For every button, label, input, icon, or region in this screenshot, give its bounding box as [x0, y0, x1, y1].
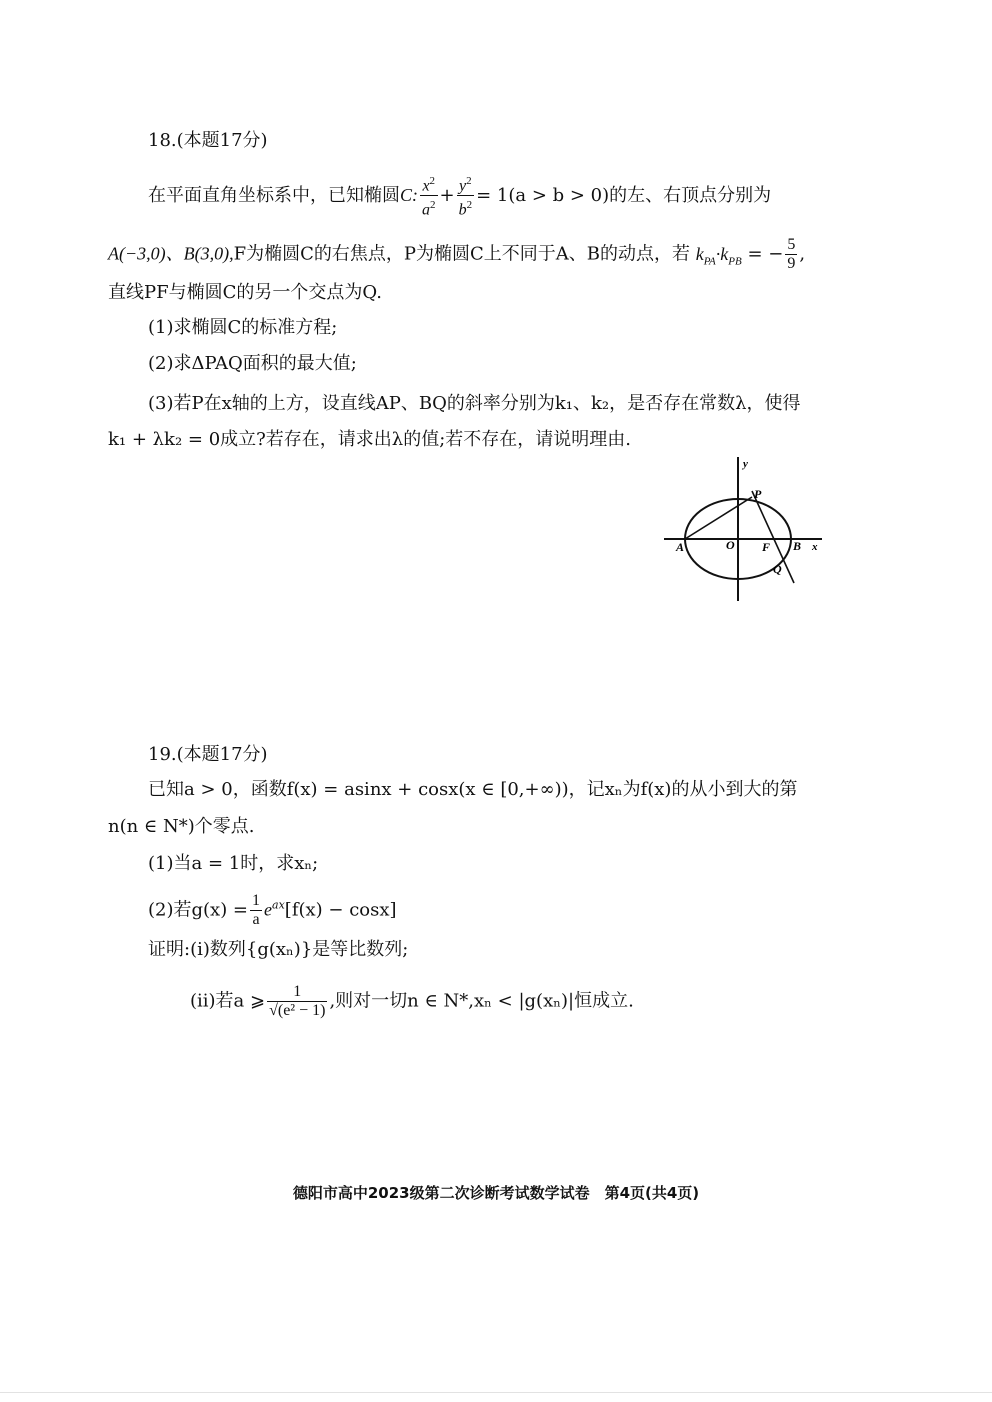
q18-line2: A(−3,0)、B(3,0),F为椭圆C的右焦点，P为椭圆C上不同于A、B的动点，若 $k_{PA}\cdot k_{PB}$ = − $\frac{5}{9}$ , — [108, 236, 806, 272]
q18-line1: 在平面直角坐标系中，已知椭圆C: $\frac{x^2}{a^2}$ + $\frac{y^2}{b^2}$ = 1(a > b > 0)的左、右顶点分别为 — [148, 172, 771, 220]
page-footer: 德阳市高中2023级第二次诊断考试数学试卷 第4页(共4页) — [292, 1184, 700, 1202]
bottom-divider — [0, 1392, 992, 1393]
ellipse-figure — [660, 455, 830, 605]
q18-l1-c: C: — [400, 184, 418, 205]
q18-l1-end: 的左、右顶点分别为 — [609, 184, 772, 206]
label-B: B — [793, 539, 802, 553]
q18-l1-eq: = 1(a > b > 0) — [476, 184, 610, 206]
q18-part1: (1)求椭圆C的标准方程; — [148, 317, 338, 338]
q18-part3-cont: k₁ + λk₂ = 0成立?若存在，请求出λ的值;若不存在，请说明理由. — [108, 429, 631, 450]
q19-header: 19.(本题17分) — [148, 744, 268, 765]
label-A: A — [676, 540, 685, 554]
q18-part2: (2)求ΔPAQ面积的最大值; — [148, 353, 357, 374]
label-P: P — [754, 487, 762, 501]
q18-line3: 直线PF与椭圆C的另一个交点为Q. — [108, 282, 382, 303]
q18-frac-x: $\frac{x^2}{a^2}$ — [422, 175, 436, 219]
q19-line1: 已知a > 0，函数f(x) = asinx + cosx(x ∈ [0,+∞))，记xₙ为f(x)的从小到大的第 — [148, 779, 798, 800]
q18-frac-y: $\frac{y^2}{b^2}$ — [458, 175, 473, 219]
label-O: O — [726, 538, 735, 552]
q19-part2: (2)若g(x) = $\frac{1}{a}$ $e^{ax}[f(x) - \cos x]$ — [148, 892, 397, 928]
q19-frac-1a: $\frac{1}{a}$ — [252, 892, 261, 928]
q18-header: 18.(本题17分) — [148, 130, 268, 151]
label-x: x — [812, 541, 818, 553]
q18-frac-59: $\frac{5}{9}$ — [787, 236, 796, 272]
q18-l2-a: A(−3,0)、B(3,0), — [108, 243, 234, 264]
q18-l2-eq: = − — [747, 243, 784, 265]
q18-l2-b: F为椭圆C的右焦点，P为椭圆C上不同于A、B的动点，若 — [233, 243, 690, 265]
q19-frac-sqrt: $\frac{1}{\text{√(e² − 1)}}$ — [269, 983, 326, 1019]
q19-proof: 证明:(ⅰ)数列{g(xₙ)}是等比数列; — [148, 939, 409, 960]
label-Q: Q — [773, 562, 782, 576]
q18-part3: (3)若P在x轴的上方，设直线AP、BQ的斜率分别为k₁、k₂，是否存在常数λ，使得 — [148, 393, 801, 414]
label-y: y — [743, 458, 748, 470]
q18-l1-text: 在平面直角坐标系中，已知椭圆 — [148, 184, 400, 206]
q19-line2: n(n ∈ N*)个零点. — [108, 816, 255, 837]
label-F: F — [762, 540, 771, 554]
q19-part2-ii: (ⅱ)若a ⩾ $\frac{1}{\text{√(e² − 1)}}$ ,则对一切n ∈ N*,xₙ < |g(xₙ)|恒成立. — [190, 983, 634, 1019]
q18-l2-kpa: $k_{PA}\cdot k_{PB}$ — [695, 243, 742, 268]
q19-part1: (1)当a = 1时，求xₙ; — [148, 853, 319, 874]
